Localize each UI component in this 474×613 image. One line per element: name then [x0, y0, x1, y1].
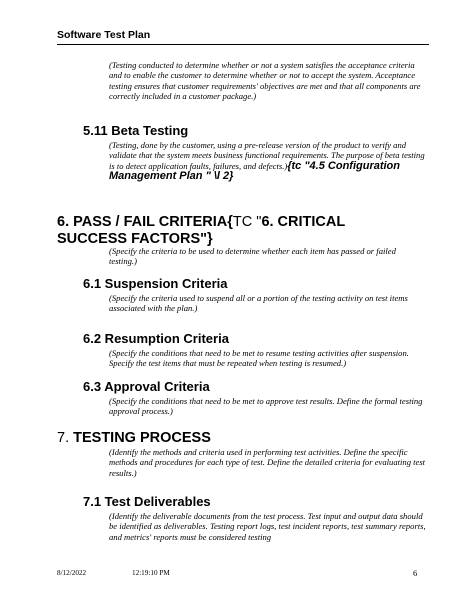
header-divider [57, 44, 429, 45]
section-7-1-heading: 7.1 Test Deliverables [83, 494, 211, 509]
section-5-11-text: (Testing, done by the customer, using a pre-release version of the product to verify and validate that the system meets business functional requirements. The purpose of beta testing is to detect application faults, failures, and defects.) [109, 140, 425, 171]
section-6-3-heading: 6.3 Approval Criteria [83, 379, 210, 394]
section-7-heading [57, 430, 211, 447]
section-7-1-text: (Identify the deliverable documents from the test process. Test input and output data should be identified as deliverables. Testing report logs, test incident reports, test summary reports, and metrics' reports must be considered testing [109, 511, 426, 542]
section-5-11-heading: 5.11 Beta Testing [83, 123, 189, 138]
section-6-text: (Specify the criteria to be used to determine whether each item has passed or failed testing.) [109, 246, 396, 267]
document-header-title: Software Test Plan [57, 29, 151, 41]
section-6-1-heading: 6.1 Suspension Criteria [83, 276, 228, 291]
page-number: 6 [413, 568, 418, 578]
acceptance-testing-text: (Testing conducted to determine whether or not a system satisfies the acceptance criteria and to enable the customer to determine whether or not to accept the system. Acceptance testing ensures that customer requirements' objectives are met and that all components are correctly included in a customer package.) [109, 60, 421, 102]
section-6-2-text: (Specify the conditions that need to be met to resume testing activities after suspension. Specify the test items that must be repeated when testing is resumed.) [109, 348, 409, 369]
footer-time: 12:19:10 PM [132, 569, 170, 577]
section-6-3-text: (Specify the conditions that need to be met to approve test results. Define the formal testing approval process.) [109, 396, 423, 417]
section-6-heading-tc: TC " [232, 214, 262, 230]
section-6-1-text: (Specify the criteria used to suspend all or a portion of the testing activity on test items associated with the plan.) [109, 293, 408, 314]
section-7-heading-title: TESTING PROCESS [73, 430, 211, 446]
section-6-heading-end: 6. CRITICAL SUCCESS FACTORS"} [57, 214, 345, 247]
section-6-2-heading: 6.2 Resumption Criteria [83, 331, 229, 346]
section-6-heading-start: 6. PASS / FAIL CRITERIA{ [57, 214, 233, 230]
section-5-11-paragraph [109, 140, 431, 182]
section-7-text: (Identify the methods and criteria used in performing test activities. Define the specific methods and procedures for each type of test. Define the detailed criteria for evaluating test results.) [109, 447, 426, 478]
footer-date: 8/12/2022 [57, 569, 87, 577]
section-7-heading-number: 7. [57, 430, 74, 446]
section-6-heading [57, 214, 387, 248]
section-5-11-field-code: {tc "4.5 Configuration Management Plan " \l 2} [109, 159, 400, 183]
